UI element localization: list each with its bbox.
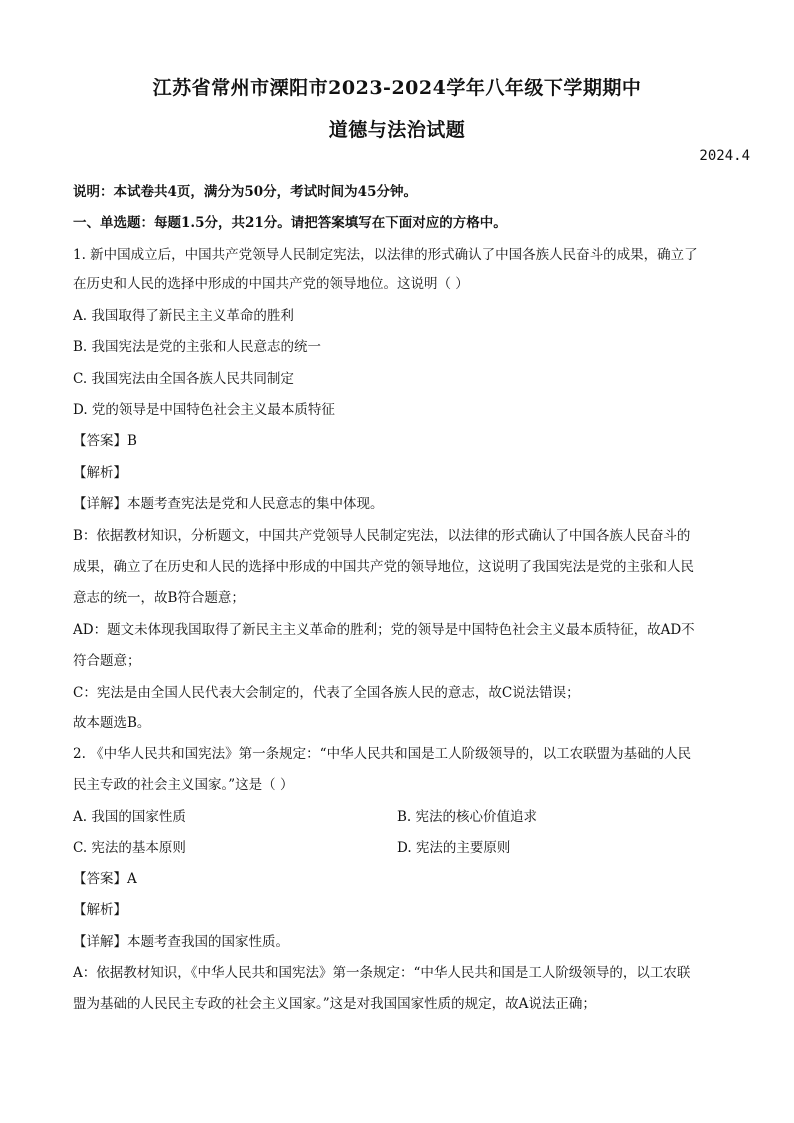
q1-answer: 【答案】B <box>73 433 137 449</box>
q2-stem-line1: 2. 《中华人民共和国宪法》第一条规定：“中华人民共和国是工人阶级领导的，以工农联盟为基础的人民 <box>73 746 692 762</box>
q1-explanation-b-line2: 成果，确立了在历史和人民的选择中形成的中国共产党的领导地位，这说明了我国宪法是党的主张和人民 <box>73 559 694 575</box>
q2-stem-line2: 民主专政的社会主义国家。”这是（ ） <box>73 777 294 793</box>
q1-option-c: C. 我国宪法由全国各族人民共同制定 <box>73 371 294 387</box>
q1-option-a: A. 我国取得了新民主主义革命的胜利 <box>73 308 294 324</box>
q2-explanation-a-line2: 盟为基础的人民民主专政的社会主义国家。”这是对我国国家性质的规定，故A说法正确； <box>73 996 596 1012</box>
q2-option-b: B. 宪法的核心价值追求 <box>397 809 538 825</box>
q2-option-a: A. 我国的国家性质 <box>73 809 186 825</box>
q1-analysis-label: 【解析】 <box>73 465 127 481</box>
q2-detail: 【详解】本题考查我国的国家性质。 <box>73 934 289 950</box>
q2-analysis-label: 【解析】 <box>73 902 127 918</box>
q2-option-d: D. 宪法的主要原则 <box>397 840 511 856</box>
q2-explanation-a-line1: A：依据教材知识，《中华人民共和国宪法》第一条规定：“中华人民共和国是工人阶级领导的，以工农联 <box>73 965 691 981</box>
q1-option-d: D. 党的领导是中国特色社会主义最本质特征 <box>73 402 335 418</box>
document-title-line2: 道德与法治试题 <box>328 119 466 141</box>
exam-instructions: 说明：本试卷共4页，满分为50分，考试时间为45分钟。 <box>73 184 417 200</box>
q1-explanation-b-line3: 意志的统一，故B符合题意； <box>73 590 245 606</box>
q1-explanation-b-line1: B：依据教材知识，分析题文，中国共产党领导人民制定宪法，以法律的形式确认了中国各族人民奋斗的 <box>73 528 691 544</box>
q1-detail: 【详解】本题考查宪法是党和人民意志的集中体现。 <box>73 496 384 512</box>
q2-answer: 【答案】A <box>73 871 137 887</box>
q1-explanation-ad-line1: AD：题文未体现我国取得了新民主主义革命的胜利；党的领导是中国特色社会主义最本质特征，故AD不 <box>73 622 695 638</box>
q1-stem-line1: 1. 新中国成立后，中国共产党领导人民制定宪法，以法律的形式确认了中国各族人民奋斗的成果，确立了 <box>73 247 698 263</box>
q1-stem-line2: 在历史和人民的选择中形成的中国共产党的领导地位。这说明（ ） <box>73 276 469 292</box>
q1-explanation-c: C：宪法是由全国人民代表大会制定的，代表了全国各族人民的意志，故C说法错误； <box>73 685 580 701</box>
q1-explanation-ad-line2: 符合题意； <box>73 653 141 669</box>
q1-option-b: B. 我国宪法是党的主张和人民意志的统一 <box>73 339 322 355</box>
section-heading: 一、单选题：每题1.5分，共21分。请把答案填写在下面对应的方格中。 <box>73 215 507 231</box>
q2-option-c: C. 宪法的基本原则 <box>73 840 186 856</box>
q1-conclusion: 故本题选B。 <box>73 715 151 731</box>
document-title-line1: 江苏省常州市溧阳市2023-2024学年八年级下学期期中 <box>152 77 642 99</box>
exam-date: 2024.4 <box>699 148 750 164</box>
